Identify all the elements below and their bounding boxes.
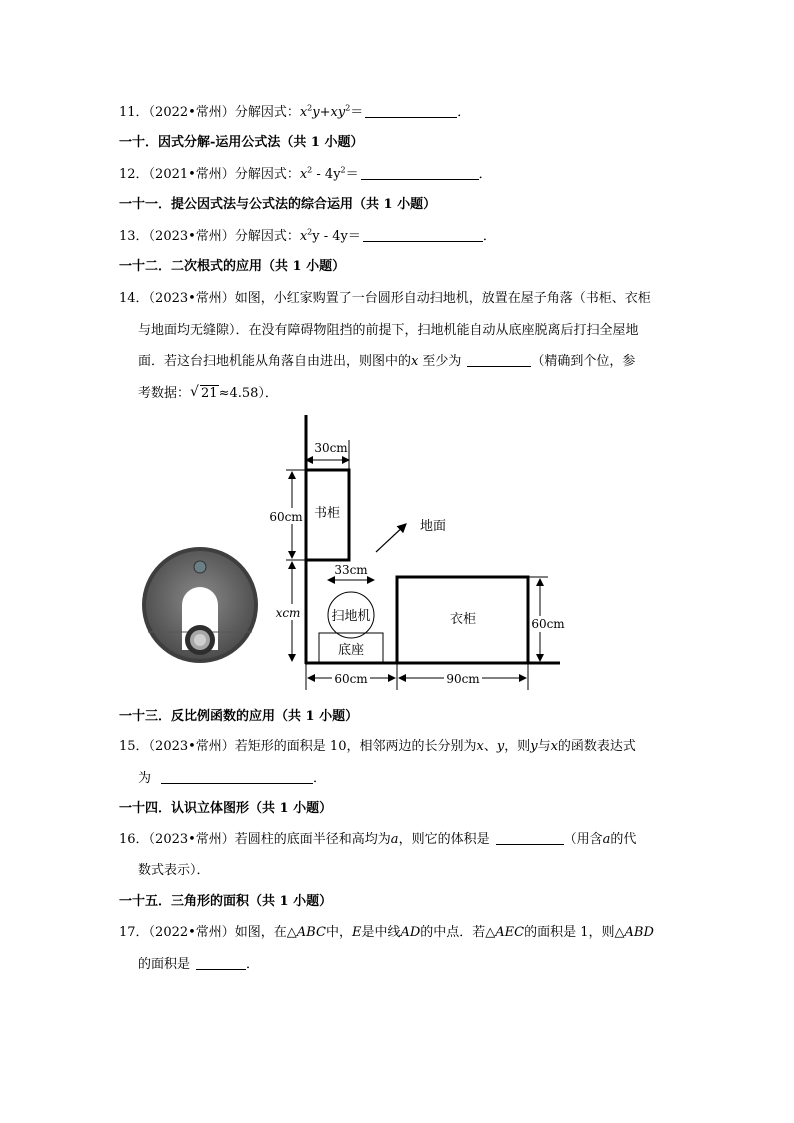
expr-part: - 4y bbox=[312, 167, 341, 182]
text-part: 17．（2022•常州）如图，在△ bbox=[119, 925, 297, 940]
text-part: 15．（2023•常州）若矩形的面积是 10，相邻两边的长分别为 bbox=[119, 739, 477, 754]
section-heading: 一十五．三角形的面积（共 1 小题） bbox=[119, 894, 333, 909]
question-16-line-1 bbox=[119, 831, 636, 849]
answer-blank[interactable] bbox=[467, 353, 531, 367]
text-part: 、 bbox=[483, 739, 497, 754]
question-14-line-1: 14．（2023•常州）如图，小红家购置了一台圆形自动扫地机，放置在屋子角落（书柜、衣柜 bbox=[119, 291, 651, 306]
text-part: 的中点．若△ bbox=[420, 925, 496, 940]
floor-plan-svg bbox=[138, 410, 568, 690]
exponent: 2 bbox=[340, 165, 346, 175]
answer-blank[interactable] bbox=[361, 166, 479, 180]
text-part: ，则 bbox=[504, 739, 531, 754]
question-14-line-3 bbox=[138, 353, 635, 371]
variable: x bbox=[411, 354, 419, 369]
variable: ABC bbox=[296, 925, 326, 940]
floor-plan-figure bbox=[138, 410, 568, 694]
question-11 bbox=[119, 104, 470, 122]
radicand: 21 bbox=[201, 386, 218, 401]
expr-part: x bbox=[299, 105, 308, 120]
text-part: 是中线 bbox=[361, 925, 401, 940]
expr-part: ＝ bbox=[345, 167, 359, 182]
dim-60cm-wardrobe-label: 60cm bbox=[531, 617, 565, 631]
variable: ABD bbox=[624, 925, 654, 940]
expr-part: x bbox=[299, 229, 308, 244]
text-part: 的函数表达式 bbox=[557, 739, 636, 754]
section-heading: 一十二．二次根式的应用（共 1 小题） bbox=[119, 259, 346, 274]
text-part: 中， bbox=[325, 925, 352, 940]
robot-label: 扫地机 bbox=[331, 609, 371, 624]
question-14-line-2: 与地面均无缝隙）．在没有障碍物阻挡的前提下，扫地机能自动从底座脱离后打扫全屋地 bbox=[138, 323, 639, 338]
question-number: 13． bbox=[119, 229, 149, 244]
text-part: （精确到个位，参 bbox=[531, 354, 636, 369]
variable: y bbox=[530, 739, 538, 754]
section-heading: 一十一．提公因式法与公式法的综合运用（共 1 小题） bbox=[119, 197, 437, 212]
expr-part: ＝ bbox=[350, 105, 364, 120]
variable: y bbox=[496, 739, 505, 754]
question-14-line-4 bbox=[138, 385, 278, 403]
sqrt-symbol bbox=[190, 385, 219, 403]
dim-60cm-floor-label: 60cm bbox=[334, 672, 368, 686]
answer-blank[interactable] bbox=[496, 831, 564, 845]
question-17-line-2 bbox=[138, 956, 259, 974]
question-12 bbox=[119, 166, 492, 184]
end-mark: ． bbox=[482, 229, 496, 244]
answer-blank[interactable] bbox=[161, 770, 313, 784]
text-part: 16．（2023•常州）若圆柱的底面半径和高均为 bbox=[119, 832, 391, 847]
variable: AD bbox=[400, 925, 421, 940]
question-text: 分解因式： bbox=[234, 105, 300, 120]
text-part: 与 bbox=[537, 739, 551, 754]
floor-arrow bbox=[376, 524, 406, 552]
wardrobe-label: 衣柜 bbox=[449, 612, 477, 627]
section-heading: 一十四．认识立体图形（共 1 小题） bbox=[119, 801, 333, 816]
question-17-line-1 bbox=[119, 924, 654, 942]
variable: a bbox=[602, 832, 611, 847]
question-15-line-2 bbox=[138, 770, 326, 788]
question-text: 分解因式： bbox=[234, 167, 300, 182]
section-heading: 一十．因式分解-运用公式法（共 1 小题） bbox=[119, 135, 364, 150]
text-part: 的面积是 bbox=[138, 957, 191, 972]
text-part: 的代 bbox=[610, 832, 637, 847]
question-source: （2021•常州） bbox=[148, 167, 235, 182]
text-part: ，则它的体积是 bbox=[398, 832, 490, 847]
question-13 bbox=[119, 228, 496, 246]
expr-part: y+xy bbox=[312, 105, 346, 120]
dim-x-label: xcm bbox=[275, 606, 301, 620]
robot-vacuum-image bbox=[142, 547, 258, 663]
dim-30cm-label: 30cm bbox=[314, 441, 348, 455]
exponent: 2 bbox=[345, 103, 351, 113]
variable: a bbox=[390, 832, 399, 847]
answer-blank[interactable] bbox=[196, 956, 246, 970]
section-heading: 一十三．反比例函数的应用（共 1 小题） bbox=[119, 709, 359, 724]
dim-33cm-label: 33cm bbox=[334, 563, 368, 577]
text-part: 的面积是 1，则△ bbox=[524, 925, 625, 940]
exponent: 2 bbox=[307, 165, 313, 175]
end-mark: ． bbox=[478, 167, 492, 182]
question-source: （2022•常州） bbox=[148, 105, 235, 120]
answer-blank[interactable] bbox=[365, 104, 457, 118]
question-number: 11． bbox=[119, 105, 149, 120]
end-mark: ． bbox=[457, 105, 471, 120]
exponent: 2 bbox=[307, 227, 313, 237]
text-part: 面．若这台扫地机能从角落自由进出，则图中的 bbox=[138, 354, 412, 369]
variable: AEC bbox=[495, 925, 525, 940]
text-part: 至少为 bbox=[422, 354, 462, 369]
question-source: （2023•常州） bbox=[148, 229, 235, 244]
text-part: ． bbox=[246, 957, 260, 972]
expr-part: x bbox=[299, 167, 308, 182]
expr-part: y - 4y＝ bbox=[312, 229, 361, 244]
variable: x bbox=[476, 739, 484, 754]
question-text: 分解因式： bbox=[234, 229, 300, 244]
bookcase-label: 书柜 bbox=[313, 506, 341, 521]
answer-blank[interactable] bbox=[363, 228, 483, 242]
base-label: 底座 bbox=[337, 643, 365, 658]
question-16-line-2: 数式表示）． bbox=[138, 863, 210, 878]
variable: x bbox=[550, 739, 558, 754]
floor-label: 地面 bbox=[420, 519, 447, 534]
question-number: 12． bbox=[119, 167, 149, 182]
text-part: 考数据： bbox=[138, 386, 191, 401]
exponent: 2 bbox=[307, 103, 313, 113]
dim-60cm-bookcase-label: 60cm bbox=[269, 510, 303, 524]
text-part: ≈4.58）． bbox=[218, 386, 278, 401]
question-15-line-1 bbox=[119, 738, 636, 756]
variable: E bbox=[351, 925, 362, 940]
text-part: ． bbox=[313, 771, 327, 786]
text-part: 为 bbox=[138, 771, 152, 786]
dim-90cm-label: 90cm bbox=[446, 672, 480, 686]
text-part: （用含 bbox=[563, 832, 603, 847]
